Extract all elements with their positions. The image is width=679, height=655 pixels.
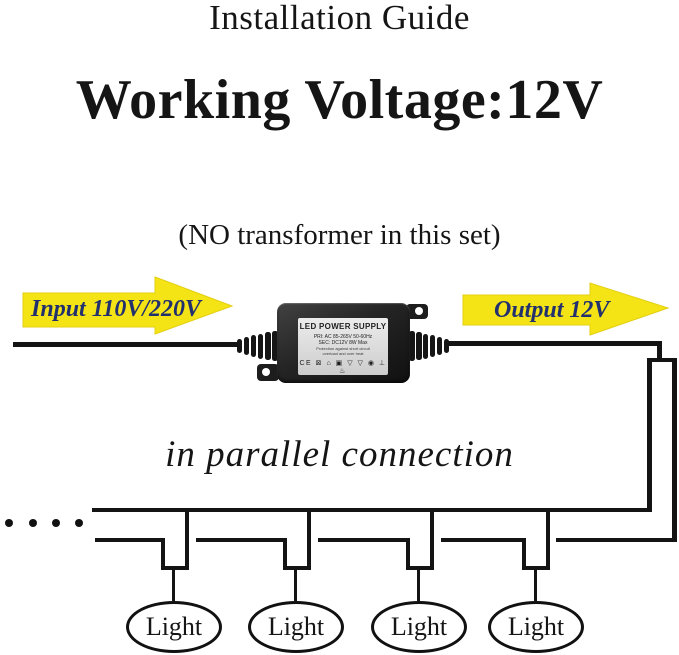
cable-rib — [251, 335, 256, 357]
connector-right-leg — [307, 508, 311, 570]
cable-rib — [244, 337, 249, 355]
spec-secondary: SEC: DC12V 8W Max — [318, 340, 368, 346]
certification-icons: CE ⊠ ⌂ ▣ ▽ ▽ ◉ ⊥ ♨ — [299, 360, 387, 375]
power-supply-label — [298, 318, 388, 375]
no-transformer-note: (NO transformer in this set) — [178, 219, 501, 251]
protection-text: overload and over heat — [322, 350, 364, 356]
output-wire — [446, 341, 662, 346]
second-bus-wire-segment — [441, 538, 526, 542]
connector-bottom — [283, 566, 311, 570]
light-node — [371, 601, 467, 653]
cable-rib — [423, 334, 428, 359]
connector-right-leg — [430, 508, 434, 570]
light-drop-wire — [534, 570, 537, 601]
connector-right-leg — [185, 508, 189, 570]
input-voltage-label: Input 110V/220V — [31, 296, 202, 322]
cable-rib — [258, 334, 263, 359]
cable-rib — [265, 332, 271, 360]
output-voltage-label: Output 12V — [494, 297, 610, 323]
cable-rib — [444, 339, 449, 353]
parallel-connection-label: in parallel connection — [165, 434, 514, 475]
page-title: Installation Guide — [209, 0, 470, 37]
connector-right-leg — [546, 508, 550, 570]
light-label: Light — [390, 612, 448, 641]
top-bus-wire — [92, 508, 652, 512]
cable-rib — [437, 337, 442, 355]
light-label: Light — [507, 612, 565, 641]
working-voltage-heading: Working Voltage:12V — [75, 69, 604, 131]
protection-text: Protection against short circuit — [316, 346, 370, 351]
cable-rib — [237, 339, 242, 353]
second-bus-wire-segment — [95, 538, 165, 542]
light-node — [126, 601, 222, 653]
power-supply-name: LED POWER SUPPLY — [299, 322, 387, 331]
light-node — [248, 601, 344, 653]
ellipsis-dot — [29, 519, 37, 527]
spec-primary: PRI: AC 85-265V 50-60Hz — [313, 334, 373, 340]
ellipsis-dot — [75, 519, 83, 527]
second-bus-wire-segment — [196, 538, 287, 542]
second-bus-wire-segment — [318, 538, 410, 542]
cable-rib — [430, 335, 435, 357]
second-bus-wire-segment — [556, 538, 677, 542]
screw-hole — [415, 307, 423, 315]
input-wire — [13, 342, 241, 347]
light-drop-wire — [417, 570, 420, 601]
screw-hole — [262, 368, 270, 376]
light-label: Light — [145, 612, 203, 641]
light-drop-wire — [172, 570, 175, 601]
cable-rib — [416, 332, 422, 360]
light-drop-wire — [294, 570, 297, 601]
ellipsis-dot — [5, 519, 13, 527]
mounting-ear — [257, 364, 279, 381]
light-node — [488, 601, 584, 653]
light-label: Light — [267, 612, 325, 641]
ellipsis-dot — [52, 519, 60, 527]
connector-bottom — [161, 566, 189, 570]
connector-bottom — [406, 566, 434, 570]
